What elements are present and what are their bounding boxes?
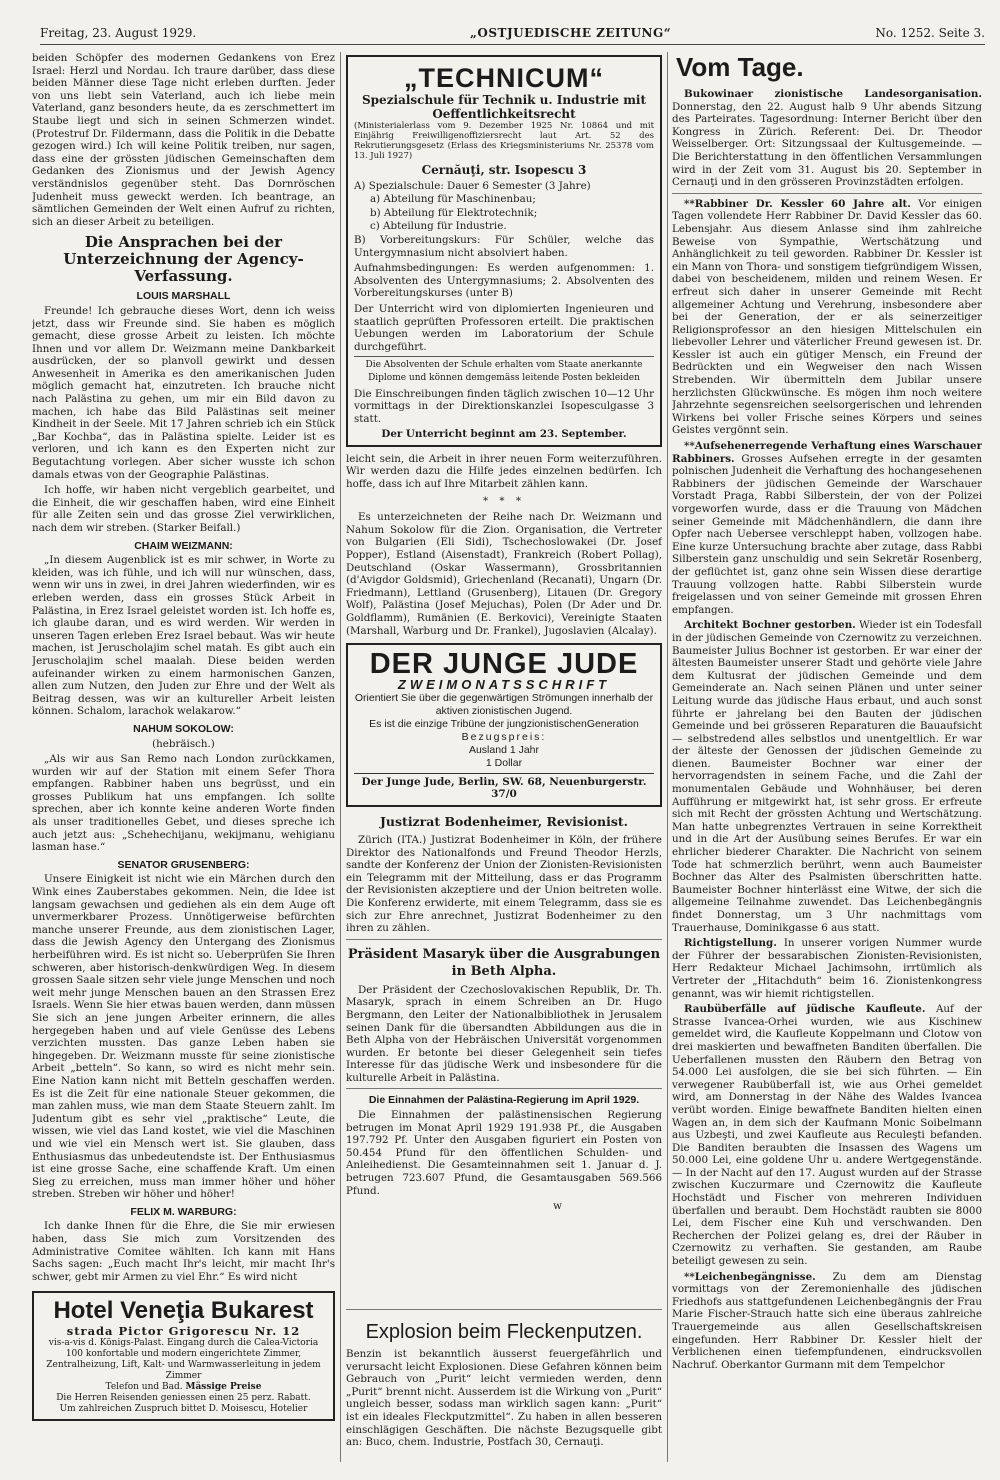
hotel-extras: Telefon und Bad. (105, 1382, 183, 1393)
junge-jude-price-label: Bezugspreis: (461, 730, 547, 743)
speaker-marshall: LOUIS MARSHALL (136, 290, 231, 303)
header-date: Freitag, 23. August 1929. (40, 26, 197, 40)
explosion-title: Explosion beim Fleckenputzen. (365, 1321, 643, 1343)
bodenheimer-title: Justizrat Bodenheimer, Revisionist. (380, 813, 628, 829)
hotel-title: Hotel Veneţia Bukarest (53, 1297, 314, 1325)
news-head: Architekt Bochner gestorben. (684, 619, 856, 632)
masaryk-title: Präsident Masaryk über die Ausgrabungen in Beth Alpha. (347, 946, 661, 979)
news-item (672, 198, 982, 437)
intro-paragraph: beiden Schöpfer des modernen Gedankens von Erez Israel: Herzl und Nordau. Ich traure darüber, dass diese beiden Männer diese Tage nicht erleben durften. Jeder von uns liebt sein Vaterland, auch ich liebe mein Vaterland, ganz besonders heute, da es zerschmettert im Staube liegt und sich in seinen Schmerzen windet. (Protestruf Dr. Fildermann, dass die Politik in die Debatte gezogen wird.) Ich will keine Politik treiben, nur sagen, dass eine der grössten jüdischen Gemeinschaften dem Gedanken des Zionismus und der Jewish Agency verständnislos gegenüber steht. Das Dornröschen Judenheit muss geweckt werden. Ich beantrage, an sämtlichen Gemeinden der Welt einen Aufruf zu richten, sich an dieser Arbeit zu beteiligen. (32, 52, 335, 228)
speaker-weizmann: CHAIM WEIZMANN: (134, 539, 233, 552)
news-head: **Aufsehenerregende Verhaftung eines Warschauer Rabbiners. (672, 440, 982, 465)
speech-paragraph: Ich danke Ihnen für die Ehre, die Sie mir erwiesen haben, dass Sie mich zum Vorsitzenden des Administrative Comitee wählten. Ich kann mit Hans Sachs sagen: „Euch macht Ihr's leicht, mir macht Ihr's schwer, gebt mir Armen zu viel Ehr.“ Es wird nicht (32, 1220, 335, 1283)
news-head: Raubüberfälle auf jüdische Kaufleute. (684, 1003, 926, 1016)
hotel-street: strada Pictor Grigorescu Nr. 12 (66, 1324, 301, 1339)
news-item (672, 619, 982, 934)
section-divider: * * * (483, 494, 525, 507)
speaker-grusenberg: SENATOR GRUSENBERG: (117, 858, 250, 871)
speaker-warburg: FELIX M. WARBURG: (130, 1205, 237, 1218)
header-paper-name: „OSTJUEDISCHE ZEITUNG“ (470, 26, 672, 40)
bodenheimer-text: Zürich (ITA.) Justizrat Bodenheimer in Köln, der frühere Direktor des Nationalfonds und Freund Theodor Herzls, sandte der Konferenz der Union der Zionisten-Revisionisten ein Telegramm mit der Mitteilung, dass er das Programm der Revisionisten akzeptiere und der Union beitreten wolle. Die Konferenz erwiderte, mit einem Telegramm, dass sie es sich zur Ehre anrechnet, Justizrat Bodenheimer zu den ihren zu zählen. (346, 833, 662, 935)
column-middle (346, 52, 662, 1382)
news-text: Zu dem am Dienstag vormittags von der Zeremonienhalle des jüdischen Friedhofs aus stattgefundenen Leichenbegängnis der Frau Marie Fischer-Strauch hatte sich eine überaus zahlreiche Trauergemeinde aus allen Gesellschaftskreisen eingefunden. Herr Rabbiner Dr. Kessler hielt der Verblichenen einen tiefempfundenen, eindrucksvollen Nachruf. Oberkantor Gurmann mit dem Tempelchor (672, 1270, 982, 1371)
technicum-address: Cernăuţi, str. Isopescu 3 (421, 163, 587, 177)
technicum-start: Der Unterricht beginnt am 23. September. (381, 428, 627, 441)
news-text: Grosses Aufsehen erregte in der gesamten polnischen Judenheit die Verhaftung des hochangesehenen Rabbiners der jüdischen Gemeinde der Warschauer Vorstadt Praga, Rabbi Silberstein, der von der Polizei vorgeworfen wurde, dass er die Trauung von Mädchen seiner Gemeinde mit Mädchenhändlern, die dann ihre Opfer nach Uebersee verschleppt haben, vollzogen habe. Eine kurze Untersuchung brachte aber zutage, dass Rabbi Silberstein ganz unschuldig und sein Sekretär Rosenberg, der geflüchtet ist, ganz ohne sein Wissen diese derartige Trauung vollzogen hatte. Rabbi Silberstein wurde freigelassen und von seiner Gemeinde mit grossen Ehren empfangen. (672, 452, 982, 616)
hotel-advertisement (32, 1291, 335, 1421)
technicum-teaching: Der Unterricht wird von diplomierten Ingenieuren und staatlich geprüften Professoren erteilt. Die praktischen Uebungen werden im Laboratorium der Schule durchgeführt. (354, 302, 654, 353)
continued-paragraph: leicht sein, die Arbeit in ihrer neuen Form weiterzuführen. Wir werden dazu die Hilfe jedes einzelnen bedürfen. Ich hoffe, dass ich auf Ihre Mitarbeit zählen kann. (346, 452, 662, 491)
explosion-text: Benzin ist bekanntlich äusserst feuergefährlich und verursacht leicht Explosionen. Diese Gefahren können beim Gebrauch von „Purit“ leicht vermieden werden, denn „Purit“ brennt nicht. Ausserdem ist die Wirkung von „Purit“ ungleich besser, sodass man wirklich sagen kann: „Purit“ ist ein ideales Fleckputzmittel“. Zu haben in allen besseren einschlägigen Geschäften. Die nächste Bezugsquelle gibt an: Buco, chem. Industrie, Postfach 30, Cernauţi. (346, 1348, 662, 1449)
column-rule (340, 52, 341, 1462)
technicum-subtitle: Spezialschule für Technik u. Industrie mit Oeffentlichkeitsrecht (362, 93, 646, 121)
news-item (672, 1271, 982, 1372)
news-item (672, 88, 982, 189)
news-head: **Leichenbegängnisse. (684, 1270, 816, 1283)
news-item (672, 440, 982, 616)
section-title-speeches: Die Ansprachen bei der Unterzeichnung der Agency-Verfassung. (63, 233, 304, 286)
technicum-item: b) Abteilung für Elektrotechnik; (370, 206, 538, 219)
technicum-note: (Ministerialerlass vom 9. Dezember 1925 Nr. 10864 und mit Einjährig Freiwilligenoffiziersrecht laut Art. 52 des Rekrutierungsgesetz (Erlass des Kriegsministeriums Nr. 25378 vom 13. Juli 1927) (354, 121, 654, 161)
page-header (40, 26, 985, 45)
speech-paragraph: Unsere Einigkeit ist nicht wie ein Märchen durch den Wink eines Zauberstabes gekommen. Nein, die Idee ist langsam gewachsen und gediehen als ein dem Auge oft unvermerkbarer Prozess. Unnötigerweise befürchten manche unserer Freunde, aus dem zionistischen Lager, dass die Jewish Agency den Untergang des Zionismus herbeiführen wird. Es ist nicht so. Ueberprüfen Sie Ihren schweren, aber historisch-denkwürdigen Weg. In diesem grossen Saale sitzen sehr viele junge Menschen und noch weit mehr junge Menschen bauen an den Strassen Erez Israels. Wenn Sie hier etwas bauen werden, dann müssen Sie sich an jene jungen Arbeiter erinnern, die alles hergegeben haben und auf viele Genüsse des Lebens verzichten mussten. Das ganze Leben haben sie hingegeben. Dr. Weizmann musste für seine zionistische Arbeit „betteln“. So kann, so wird es nicht mehr sein. Eine Nation kann nicht mit Betteln geschaffen werden. Es ist die Zeit für eine nationale Steuer gekommen, die man zahlen muss, wie man dem Staate Steuern zahlt. Im Judentum gibt es sehr viel „praktische“ Leute, die wissen, wie viel das Land kostet, wie viel die Maschinen und wie viel ein Mensch wert ist. Sie glauben, dass Enthusiasmus das unbedeutendste ist. Der Enthusiasmus ist eine grosse Sache, eine schaffende Kraft. Um einen Sieg zu erreichen, muss man immer höher und höher streben. Streben wir höher und höher! (32, 873, 335, 1201)
news-text: Donnerstag, den 22. August halb 9 Uhr abends Sitzung des Parteirates. Tagesordnung: Interner Bericht über den Kongress in Zürich. Referent: Dei. Dr. Theodor Weisselberger. Ort: Sitzungssaal der Kultusgemeinde. — Die Berichterstattung in den öffentlichen Versammlungen wird in der Zeit vom 31. August bis 20. September in Cernauţi und in den grösseren Provinzstädten erfolgen. (672, 100, 982, 189)
divider (346, 939, 662, 940)
divider (672, 193, 982, 194)
news-text: Vor einigen Tagen vollendete Herr Rabbiner Dr. David Kessler das 60. Lebensjahr. Aus diesem Anlasse sind ihm zahlreiche Beweise von Sympathie, Wertschätzung und Anhänglichkeit zu teil geworden. Rabbiner Dr. Kessler ist ein Mann von Thora- und sonstigem tiefgründigem Wissen, dabei von bescheidenem, milden und reinem Wesen. Er erfreut sich daher in unserer Gemeinde mit Recht allgemeiner Achtung und Verehrung, insbesondere aber bei der Generation, der er als seinerzeitiger Religionsprofessor an den hiesigen Mittelschulen ein liebevoller Lehrer und väterlicher Freund gewesen ist. Dr. Kessler ist auch ein gütiger Mensch, ein Freund der Bedrückten und ein Wegweiser den nach Wissen Strebenden. Wir übermitteln dem Jubilar unsere herzlichsten Glückwünsche. Es mögen ihm noch weitere Jahrzehnte segensreichen seelsorgerischen und lehrenden Wirkens bei voller Frische seines Körpers und seines Geistes vergönnt sein. (672, 197, 982, 437)
speaker-sokolow: NAHUM SOKOLOW: (133, 722, 234, 735)
masaryk-text: Der Präsident der Czechoslovakischen Republik, Dr. Th. Masaryk, sprach in einem Schreiben an Dr. Hugo Bergmann, den Leiter der Nationalbibliothek in Jerusalem seinen Dank für die übersandten Abbildungen aus die in Beth Alpha von der Hebräischen Universität vorgenommen wurden. Er betonte bei dieser Gelegenheit sein tiefes Interesse für das jüdische Werk und insbesondere für die kulturelle Arbeit in Palästina. (346, 983, 662, 1084)
junge-jude-price: 1 Dollar (485, 756, 523, 769)
header-issue: No. 1252. Seite 3. (875, 26, 985, 40)
news-text: Wieder ist ein Todesfall in der jüdischen Gemeinde von Czernowitz zu verzeichnen. Baumeister Julius Bochner ist gestorben. Er war einer der ältesten Baumeister unserer Stadt und gehörte viele Jahre dem Kultusrat der jüdischen Gemeinde und dem Gemeinderate an. Nach seinen Plänen und unter seiner Leitung wurde das jüdische Haus erbaut, und auch sonst führte er jahrelang bei den Bauten der jüdischen Gemeinde und bei grösseren Reparaturen die Bauaufsicht — selbstredend alles selbstlos und unentgeltlich. Er war der älteste der Genossen der jüdischen Gemeinde zu dienen. Baumeister Bochner war einer der hervorragendsten in seinem Fache, und die Zahl der monumentalen Gebäude und Wohnhäuser, bei deren Aufführung er mitgewirkt hat, ist sehr gross. Er erfreute sich mit Recht der grössten Achtung und Wertschätzung. Man hatte unbegrenztes Vertrauen in seine Korrektheit und in die Art der Ausübung seines Berufes. Er war ein ehrlicher biederer Charakter. Die Nachricht von seinem Tode hat schmerzlich berührt, wenn auch Baumeister Bochner das Alter des Psalmisten überschritten hatte. Baumeister Bochner hinterlässt eine Witwe, der sich die allgemeine Teilnahme zuwendet. Das Leichenbegängnis findet Donnerstag, um 3 Uhr nachmittags vom Trauerhause, Dominikgasse 6 aus statt. (672, 619, 982, 934)
hotel-footer: Um zahlreichen Zuspruch bittet D. Moisescu, Hotelier (59, 1404, 308, 1415)
column-left (32, 52, 335, 1457)
column-right (672, 52, 982, 1457)
technicum-item: c) Abteilung für Industrie. (370, 220, 507, 233)
junge-jude-price: Ausland 1 Jahr (468, 743, 540, 756)
technicum-item: a) Abteilung für Maschinenbau; (370, 193, 536, 206)
technicum-item: B) Vorbereitungskurs: Für Schüler, welche das Untergymnasium nicht absolviert haben. (354, 233, 654, 259)
technicum-advertisement (346, 55, 662, 447)
einnahmen-text: Die Einnahmen der palästinensischen Regierung betrugen im Monat April 1929 191.938 Pf., die Ausgaben 197.792 Pf. Unter den Ausgaben figuriert ein Posten von 50.454 Pfund für den öffentlichen Schulden- und Anleihedienst. Die Gesamteinnahmen seit 1. Januar d. J. betrugen 723.607 Pfund, die Gesamtausgaben 569.566 Pfund. (346, 1109, 662, 1197)
news-head: Richtigstellung. (684, 937, 777, 950)
technicum-list (354, 180, 654, 354)
news-head: **Rabbiner Dr. Kessler 60 Jahre alt. (684, 197, 911, 210)
technicum-enrollment: Die Einschreibungen finden täglich zwischen 10—12 Uhr vormittags in der Direktionskanzlei Isopesculgasse 3 statt. (354, 387, 654, 425)
explosion-article (346, 1305, 662, 1465)
junge-jude-title: DER JUNGE JUDE (369, 648, 639, 681)
vom-tage-title: Vom Tage. (676, 52, 804, 82)
technicum-item: A) Spezialschule: Dauer 6 Semester (3 Jahre) (354, 179, 591, 192)
news-text: Auf der Strasse Ivancea-Orhei wurden, wie aus Kischinew gemeldet wird, die Kaufleute Koppelmann und Clotow von drei maskierten und bewaffneten Banditen überfallen. Die Ueberfallenen mussten den Räubern den Betrag von 54.000 Lei ausfolgen, die sie bei sich führten. — Ein verwegener Raubüberfall ist, wie aus Orhei gemeldet wird, am Donnerstag in der Nähe des Waldes Ivancea verübt worden. Einige bewaffnete Banditen hielten einen Wagen an, in dem sich der Kaufmann Monic Soibelmann aus Uzbeşti, und zwei Kaufleute aus Reculeşti befanden. Die Banditen beraubten die Insassen des Wagens um 50.000 Lei, eine goldene Uhr u. andere Wertgegenstände. — In der Nacht auf den 17. August wurden auf der Strasse zwischen Kuczurmare und Czernowitz die Kaufleute Hochstädt und Fischer von mehreren Individuen überfallen und beraubt. Dem Hochstädt raubten sie 8000 Lei, dem Fischer eine Kuh und verschwanden. Den Recherchen der Polizei gelang es, drei der Räuber in Czernowitz zu verhaften. Sie gestanden, am Raube beteiligt gewesen zu sein. (672, 1003, 982, 1268)
junge-jude-advertisement (346, 643, 662, 807)
junge-jude-address: Der Junge Jude, Berlin, SW. 68, Neuenburgerstr. 37/0 (354, 773, 654, 801)
news-item (672, 1003, 982, 1267)
technicum-title: „TECHNICUM“ (404, 63, 604, 93)
column-rule (667, 52, 668, 1462)
junge-jude-body: Es ist die einzige Tribüne der jungzionistischenGeneration (369, 717, 639, 730)
speech-paragraph: „Als wir aus San Remo nach London zurückkamen, wurden wir auf der Station mit einem Sefer Thora empfangen. Rabbiner haben uns begrüsst, und ein grosses Publikum hat uns empfangen. Ich sollte sprechen, aber ich konnte keine anderen Worte finden als unser traditionelles Gebet, und dieses spreche ich auch jetzt aus: „Schehechijanu, wekijmanu, wehigianu lasman hase.“ (32, 753, 335, 854)
speech-paragraph: Freunde! Ich gebrauche dieses Wort, denn ich weiss jetzt, dass wir Freunde sind. Sie haben es möglich gemacht, diese grosse Arbeit zu leisten. Ich möchte Ihnen und vor allem Dr. Weizmann meine Dankbarkeit ausdrücken, der so planvoll gewirkt und dessen Anwesenheit in Amerika es den amerikanischen Juden möglich gemacht hat, einzutreten. Ich brauche nicht nach Palästina zu gehen, um mir ein Bild davon zu machen, ich habe das Bild Palästinas seit meiner Kindheit in der Seele. Mit 17 Jahren schrieb ich ein Stück „Bar Kochba“, das in Palästina spielte. Leider ist es verloren, und ich kann es den Experten nicht zur Begutachtung vorlegen. Aber sicher wusste ich schon damals etwas von der Geographie Palästinas. (32, 304, 335, 481)
speech-paragraph: „In diesem Augenblick ist es mir schwer, in Worte zu kleiden, was ich fühle, und ich will nur wünschen, dass, wenn wir uns in zwei, in drei Jahren wiederfinden, wir es erleben werden, dass ein grosses Stück Arbeit in Palästina, in Erez Israel geleistet worden ist. Ich hoffe es, ich glaube daran, und es wird werden. Wir werden in unseren Tagen erleben Erez Israel bebaut. Was wir heute machen, ist Jeruscholajim schel matah. Es gibt auch ein Jeruscholajim schel maalah. Diese beiden werden aufeinander wirken zu einem harmonischen Ganzen, allen zum Nutzen, den Juden zur Ehre und der Welt als Beitrag dessen, was wir an kultureller Arbeit leisten können. Schalom, larachok welakarow.“ (32, 554, 335, 718)
hotel-discount: Die Herren Reisenden geniessen einen 25 perz. Rabatt. (56, 1393, 311, 1404)
news-item (672, 937, 982, 1000)
technicum-admission: Aufnahmsbedingungen: Es werden aufgenommen: 1. Absolventen des Untergymnasiums; 2. Absolventen des Vorbereitungskurses (unter B) (354, 262, 654, 300)
speaker-note: (hebräisch.) (152, 737, 215, 750)
einnahmen-sign: w (553, 1200, 562, 1213)
einnahmen-title: Die Einnahmen der Palästina-Regierung im April 1929. (368, 1094, 640, 1107)
hotel-description: 100 konfortable und modern eingerichtete Zimmer, Zentralheizung, Lift, Kalt- und Warmwasserleitung in jedem Zimmer (46, 1349, 321, 1382)
divider (346, 1088, 662, 1089)
technicum-diploma-note: Die Absolventen der Schule erhalten vom Staate anerkannte Diplome und können demgemäss leitende Posten bekleiden (354, 356, 654, 384)
junge-jude-subtitle: ZWEIMONATSSCHRIFT (397, 677, 611, 693)
speech-paragraph: Ich hoffe, wir haben nicht vergeblich gearbeitet, und die Einheit, die wir geschaffen haben, wird eine Einheit für alle Zeiten sein und das grosse Ziel verwirklichen, nach dem wir streben. (Starker Beifall.) (32, 484, 335, 534)
hotel-location: vis-a-vis d. Königs-Palast. Eingang durch die Calea-Victoria (48, 1338, 319, 1349)
signatories-paragraph: Es unterzeichneten der Reihe nach Dr. Weizmann und Nahum Sokolow für die Zion. Organisation, die Vertreter von Bulgarien (Eli Sidi), Tschechoslowakei (Dr. Josef Popper), Estland (Aisenstadt), Frankreich (Robert Pollag), Deutschland (Oskar Wassermann), Grossbritannien (d'Avigdor Goldsmid), Griechenland (Recanati), Ungarn (Dr. Friedmann), Lettland (Grusenberg), Litauen (Dr. Gregory Wolf), Palästina (Josef Mejuchas), Polen (Dr Ader und Dr. Goldflamm), Rumänien (E. Berkovici), Vereinigte Staaten (Marshall, Warburg und Dr. Frankel), Jugoslavien (Alcalay). (346, 511, 662, 637)
hotel-prices: Mässige Preise (185, 1382, 262, 1393)
news-head: Bukowinaer zionistische Landesorganisation. (684, 88, 982, 100)
divider (346, 1309, 662, 1310)
junge-jude-body: Orientiert Sie über die gegenwärtigen Strömungen innerhalb der aktiven zionistischen Jugend. (354, 691, 654, 717)
news-text: In unserer vorigen Nummer wurde der Führer der bessarabischen Zionisten-Revisionisten, Herr Redakteur Michael Jachimsohn, irrtümlich als Vertreter der „Hitachduth“ beim 16. Zionistenkongress genannt, was wir hiemit richtigstellen. (672, 937, 982, 1000)
